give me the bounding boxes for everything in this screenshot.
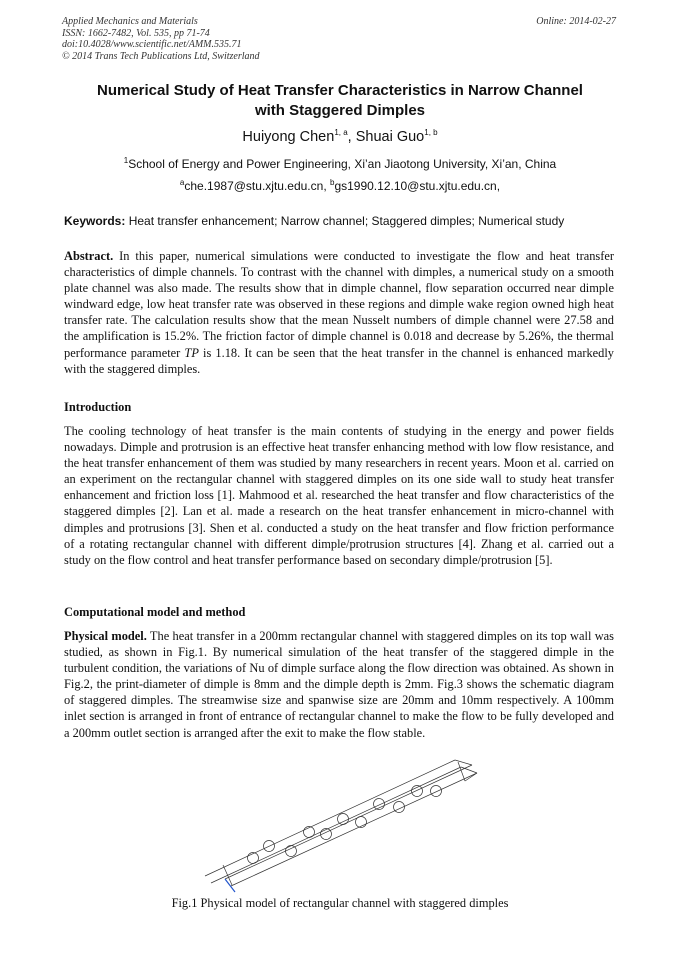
- channel-diagram: [195, 748, 485, 894]
- paper-title: [60, 81, 620, 121]
- dimple: [304, 827, 315, 838]
- online-date: Online: 2014-02-27: [536, 16, 616, 27]
- copyright-line: © 2014 Trans Tech Publications Ltd, Switzerland: [62, 50, 260, 62]
- affiliation: [60, 157, 620, 171]
- author-2-name: Shuai Guo: [355, 129, 425, 145]
- dimple: [338, 814, 349, 825]
- author-1-name: Huiyong Chen: [242, 129, 335, 145]
- email-a-sup: a: [179, 178, 185, 187]
- abstract-label: Abstract.: [64, 249, 114, 263]
- email-a: che.1987@stu.xjtu.edu.cn,: [184, 179, 330, 193]
- dimple: [431, 786, 442, 797]
- keywords-text: Heat transfer enhancement; Narrow channel; Staggered dimples; Numerical study: [125, 214, 565, 228]
- outlet-end-face: [458, 762, 477, 781]
- figure-caption: Fig.1 Physical model of rectangular channel with staggered dimples: [171, 896, 509, 910]
- introduction-text: The cooling technology of heat transfer is the main contents of studying in the energy and power fields nowadays. Dimple and protrusion is an effective heat transfer enhancing method with low flow resistance, and the heat transfer enhancement of them was studied by many researchers in recent years. Moon et al. carried on an experiment on the rectangular channel with staggered dimples on its one side wall to study heat transfer enhancement and friction loss [1]. Mahmood et al. researched the heat transfer and flow characteristics of the staggered dimples [2]. Lan et al. made a research on the heat transfer enhancement in micro-channel with dimples and protrusions [3]. Shen et al. conducted a study on the heat transfer and flow friction performance of a rotating rectangular channel with different dimple/protrusion structures [4]. Zhang et al. carried out a study on the flow control and heat transfer performance based on secondary dimple/protrusion [5].: [64, 424, 614, 567]
- affiliation-text: School of Energy and Power Engineering, Xi’an Jiaotong University, Xi’an, China: [128, 157, 557, 171]
- author-2-sup: 1, b: [424, 128, 438, 138]
- abstract-tp: TP: [184, 345, 199, 360]
- author-emails: [60, 179, 620, 193]
- introduction-heading: Introduction: [64, 400, 132, 414]
- dimple: [356, 817, 367, 828]
- affiliation-sup: 1: [123, 156, 129, 165]
- author-1-sup: 1, a: [334, 128, 348, 138]
- outlet-edge-bottom: [461, 767, 477, 773]
- author-separator: ,: [347, 129, 356, 145]
- issn-line: ISSN: 1662-7482, Vol. 535, pp 71-74: [62, 27, 210, 39]
- journal-name: Applied Mechanics and Materials: [62, 16, 198, 27]
- abstract-text-2: is 1.18. It can be seen that the heat transfer in the channel is enhanced markedly with the staggered dimples.: [64, 345, 614, 376]
- dimple: [248, 853, 259, 864]
- channel-line-3: [225, 765, 472, 879]
- abstract: [64, 248, 614, 377]
- channel-line-1: [205, 760, 455, 876]
- channel-line-4: [231, 773, 477, 886]
- title-line-1: Numerical Study of Heat Transfer Characteristics in Narrow Channel: [97, 82, 583, 99]
- email-b-sup: b: [329, 178, 335, 187]
- channel-line-2: [211, 767, 461, 883]
- abstract-text-1: In this paper, numerical simulations were conducted to investigate the flow and heat transfer characteristics of dimple channels. To contrast with the channel with dimples, a numerical study on a smooth plate channel was also made. The results show that in dimple channel, flow separation occurred near dimple windward edge, low heat transfer rate was observed in these regions and dimple wake region owned high heat transfer rate. The calculation results show that the mean Nusselt numbers of dimple channel were 27.58 and the amplification is 15.2%. The friction factor of dimple channel is 0.018 and decrease by 5.26%, the thermal performance parameter: [64, 249, 614, 360]
- email-b: gs1990.12.10@stu.xjtu.edu.cn,: [334, 179, 501, 193]
- staggered-dimples: [248, 786, 442, 864]
- keywords-label: Keywords:: [64, 214, 126, 228]
- keywords: [64, 214, 624, 228]
- author-list: [60, 129, 620, 145]
- physical-model-text: The heat transfer in a 200mm rectangular channel with staggered dimples on its top wall was studied, as shown in Fig.1. By numerical simulation of the heat transfer of the staggered dimple in the turbulent condition, the variations of Nu of dimple surface along the flow direction was obtained. As shown in Fig.2, the print-diameter of dimple is 8mm and the dimple depth is 2mm. Fig.3 shows the schematic diagram of staggered dimples. The streamwise size and spanwise size are 20mm and 10mm respectively. A 100mm inlet section is arranged in front of entrance of rectangular channel to make the flow to be fully developed and a 200mm outlet section is arranged after the exit to make the flow stable.: [64, 629, 614, 740]
- doi-line: doi:10.4028/www.scientific.net/AMM.535.71: [62, 39, 242, 50]
- title-line-2: with Staggered Dimples: [254, 102, 426, 119]
- dimple: [286, 846, 297, 857]
- physical-model-paragraph: [64, 628, 614, 741]
- outlet-edge-top: [455, 760, 472, 765]
- method-heading: Computational model and method: [64, 605, 246, 619]
- journal-header: [62, 16, 260, 62]
- physical-model-label: Physical model.: [64, 629, 147, 643]
